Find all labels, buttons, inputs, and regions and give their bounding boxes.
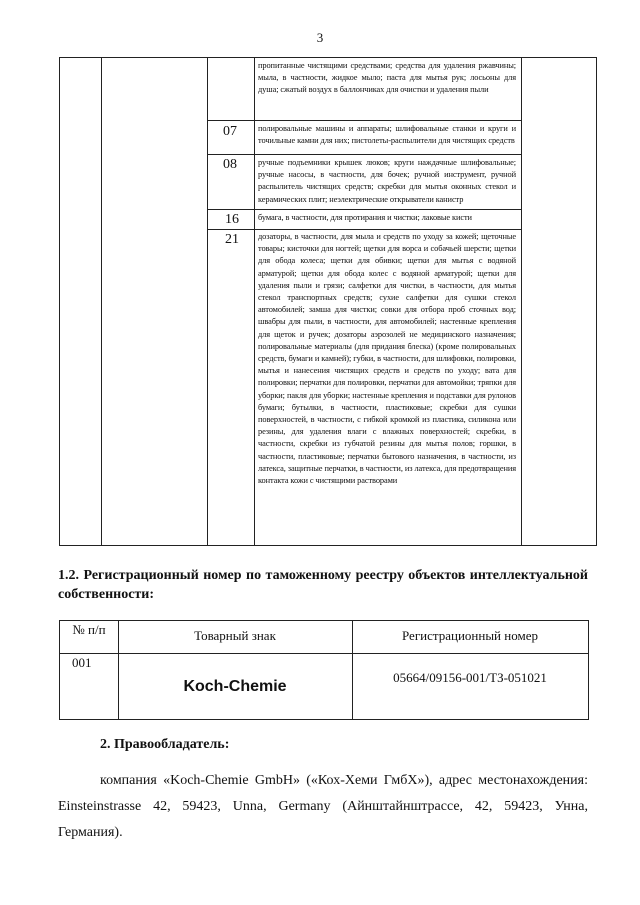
page-number: 3 <box>316 30 324 45</box>
column-divider <box>521 58 522 545</box>
column-divider <box>207 58 208 545</box>
goods-table <box>59 57 597 546</box>
row-divider <box>207 120 521 121</box>
row-number: 001 <box>72 655 92 670</box>
row-divider <box>207 229 521 230</box>
goods-description: полировальные машины и аппараты; шлифовальные станки и круги и точильные камни для них; пистолеты-распылители для чистящих средств <box>258 124 516 146</box>
goods-description: пропитанные чистящими средствами; средства для удаления ржавчины; мыла, в частности, жидкое мыло; паста для мытья рук; лосьоны для душа; сжатый воздух в баллончиках для очистки и удаления пыли <box>258 61 516 95</box>
row-divider <box>207 154 521 155</box>
row-divider <box>207 209 521 210</box>
section-heading-2: 2. Правообладатель: <box>100 737 230 752</box>
class-number: 16 <box>225 212 239 227</box>
goods-description: ручные подъемники крышек люков; круги наждачные шлифовальные; ручные насосы, в частности, для бочек; ручной инструмент, ручной распылитель чистящих средств; скребки для мытья оконных стекол и керамических плит; неэлектрические открыватели канистр <box>258 158 516 204</box>
owner-paragraph: компания «Koch-Chemie GmbH» («Кох-Хеми ГмбХ»), адрес местонахождения: Einsteinstrasse 42, 59423, Unna, Germany (Айнштайнштрассе, 42, 59423, Унна, Германия). <box>58 773 588 840</box>
header-trademark: Товарный знак <box>194 628 276 643</box>
header-number: № п/п <box>72 622 106 637</box>
class-number: 08 <box>223 157 237 172</box>
goods-description: дозаторы, в частности, для мыла и средств по уходу за кожей; щеточные товары; кисточки для ногтей; щетки для ворса и собачьей шерсти; щетки для обода колеса; щетки для обивки; щетки для мытья с водяной арматурой; щетки для обода колес с водяной арматурой; щетки для удаления пыли и грязи; салфетки для чистки, в частности, для мытья стекол транспортных средств; сухие салфетки для сушки стекол автомобилей; замша для чистки; совки для отбора проб сточных вод; швабры для пыли, в частности, для автомобилей; настенные крепления для щеток и ручек; дозаторы аэрозолей не медицинского назначения; полировальные материалы (для придания блеска) (кроме полировальных средств, бумаги и камней); губки, в частности, для шлифовки, полировки, мытья и нанесения чистящих средств и средств по уходу; вата для полировки; перчатки для полировки, перчатки для автомойки; тряпки для уборки; пакля для уборки; настенные крепления и подставки для рулонов бумаги; бутылки, в частности, пластиковые; скребки для сушки поверхностей, в частности, с гибкой кромкой из пластика, силикона или резины, для удаления влаги с влажных поверхностей; скребки, в частности, скребки из губчатой резины для мытья полов; горшки, в частности, пластиковые; перчатки бытового назначения, в частности, из латекса, защитные перчатки, в частности, из латекса, для предотвращения контакта кожи с чистящими растворами <box>258 232 516 486</box>
class-number: 21 <box>225 232 239 247</box>
column-divider <box>101 58 102 545</box>
trademark-table <box>59 620 589 720</box>
header-reg-number: Регистрационный номер <box>402 628 538 643</box>
column-divider <box>254 58 255 545</box>
goods-description: бумага, в частности, для протирания и чистки; лаковые кисти <box>258 213 472 222</box>
trademark-logo: Koch-Chemie <box>183 678 287 695</box>
reg-number-value: 05664/09156-001/ТЗ-051021 <box>393 670 547 685</box>
section-heading-1-2: 1.2. Регистрационный номер по таможенному реестру объектов интеллектуальной собственности: <box>58 568 588 602</box>
row-divider <box>60 653 588 654</box>
class-number: 07 <box>223 124 237 139</box>
